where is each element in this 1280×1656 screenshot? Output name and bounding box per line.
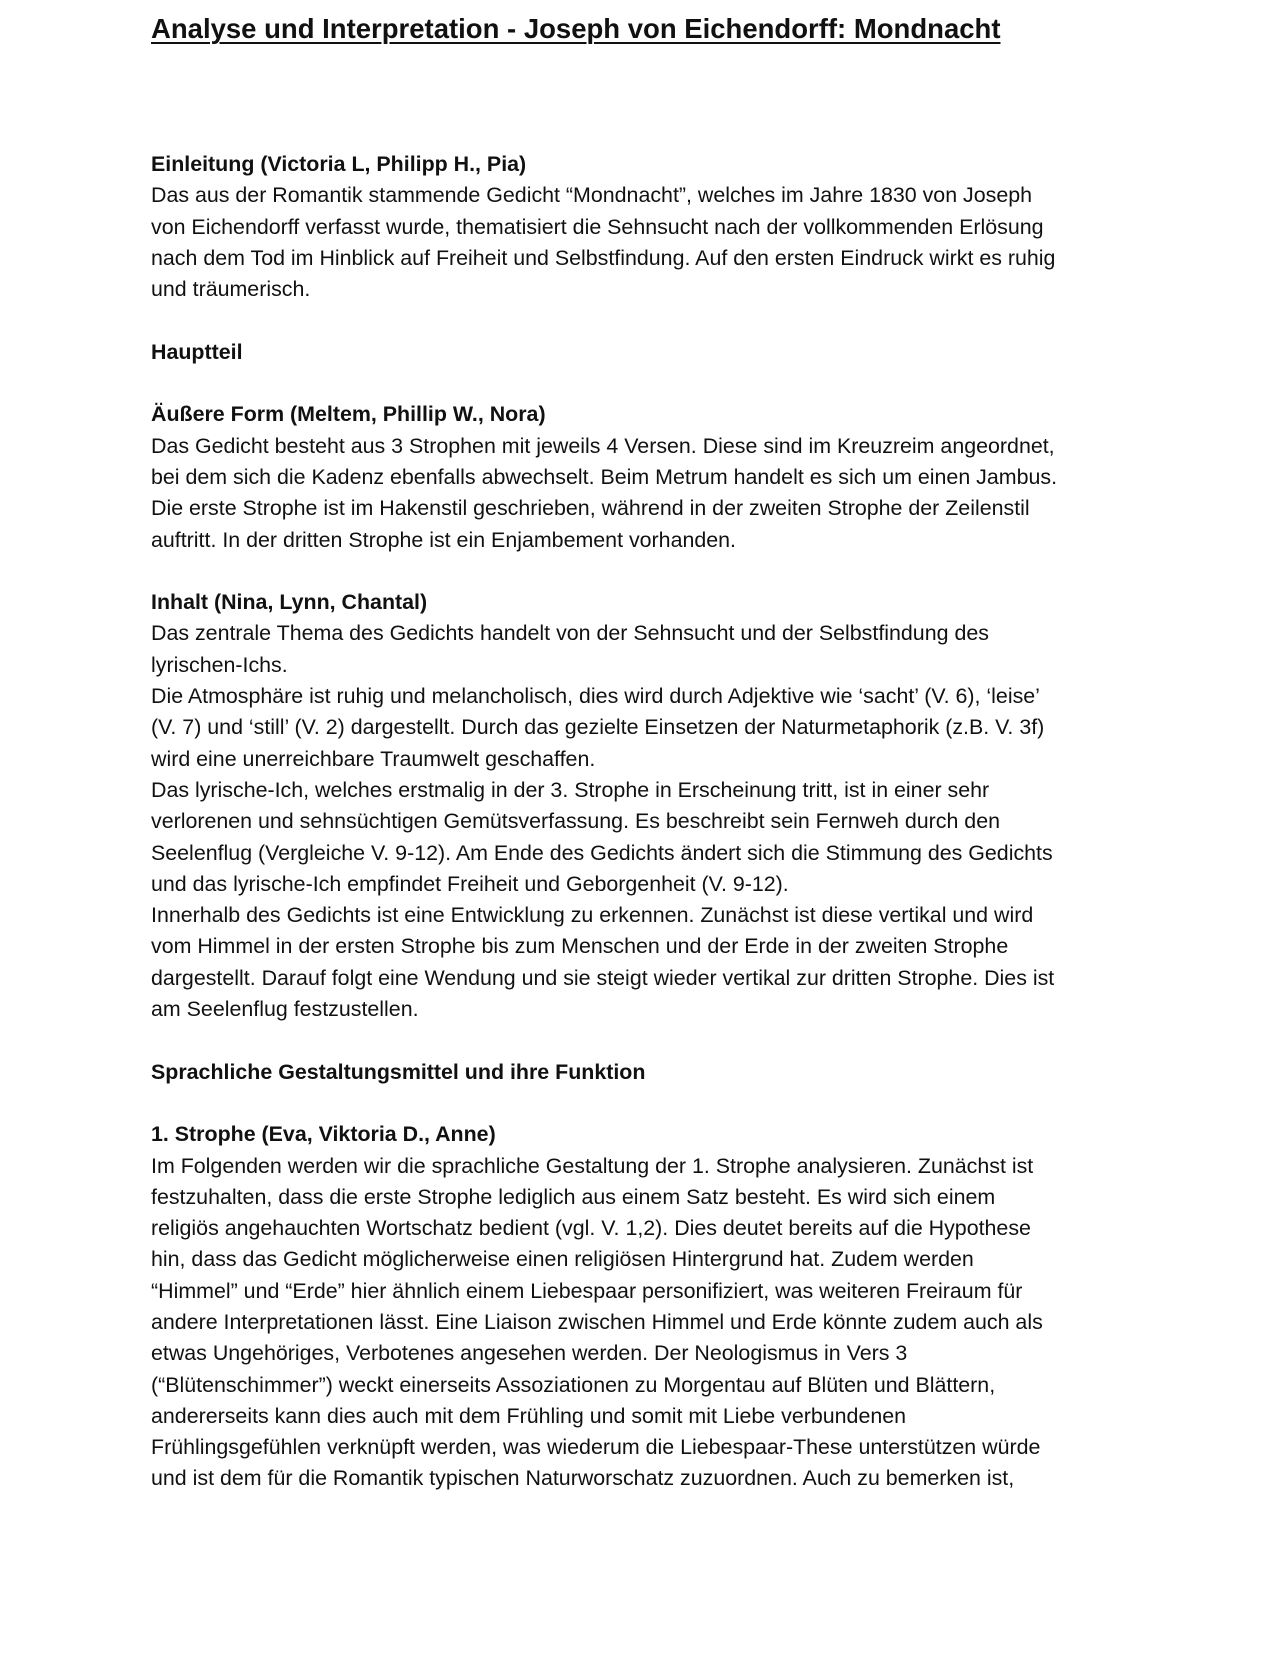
stanza1-line: etwas Ungehöriges, Verbotenes angesehen werden. Der Neologismus in Vers 3 [151, 1341, 908, 1366]
main-heading: Hauptteil [151, 339, 243, 364]
content-line: Die Atmosphäre ist ruhig und melancholisch, dies wird durch Adjektive wie ‘sacht’ (V. 6), ‘leise’ [151, 684, 1040, 709]
paragraph-gap [151, 1025, 1151, 1056]
stanza1-line: “Himmel” und “Erde” hier ähnlich einem Liebespaar personifiziert, was weiteren Freiraum für [151, 1278, 1023, 1303]
stanza1-line: und ist dem für die Romantik typischen Naturworschatz zuzuordnen. Auch zu bemerken ist, [151, 1466, 1015, 1491]
content-line: (V. 7) und ‘still’ (V. 2) dargestellt. Durch das gezielte Einsetzen der Naturmetaphorik (z.B. V. 3f) [151, 715, 1045, 740]
intro-section [151, 149, 1151, 305]
stanza1-line: andere Interpretationen lässt. Eine Liaison zwischen Himmel und Erde könnte zudem auch als [151, 1309, 1043, 1334]
content-line: Innerhalb des Gedichts ist eine Entwicklung zu erkennen. Zunächst ist diese vertikal und wird [151, 903, 1034, 928]
intro-line: von Eichendorff verfasst wurde, thematisiert die Sehnsucht nach der vollkommenden Erlösung [151, 214, 1044, 239]
form-heading: Äußere Form (Meltem, Phillip W., Nora) [151, 402, 546, 427]
paragraph-gap [151, 1088, 1151, 1119]
stanza1-line: Im Folgenden werden wir die sprachliche Gestaltung der 1. Strophe analysieren. Zunächst ist [151, 1153, 1034, 1178]
content-line: Das lyrische-Ich, welches erstmalig in der 3. Strophe in Erscheinung tritt, ist in einer sehr [151, 777, 990, 802]
document-title: Analyse und Interpretation - Joseph von Eichendorff: Mondnacht [151, 13, 1001, 44]
stanza1-line: andererseits kann dies auch mit dem Frühling und somit mit Liebe verbundenen [151, 1403, 907, 1428]
intro-line: nach dem Tod im Hinblick auf Freiheit und Selbstfindung. Auf den ersten Eindruck wirkt es ruhig [151, 245, 1056, 270]
content-line: und das lyrische-Ich empfindet Freiheit und Geborgenheit (V. 9-12). [151, 871, 789, 896]
content-line: Seelenflug (Vergleiche V. 9-12). Am Ende des Gedichts ändert sich die Stimmung des Gedichts [151, 840, 1053, 865]
paragraph-gap [151, 556, 1151, 587]
paragraph-gap [151, 368, 1151, 399]
stanza1-section [151, 1119, 1151, 1495]
intro-line: Das aus der Romantik stammende Gedicht “Mondnacht”, welches im Jahre 1830 von Joseph [151, 183, 1033, 208]
intro-line: und träumerisch. [151, 277, 311, 302]
content-line: wird eine unerreichbare Traumwelt geschaffen. [151, 746, 596, 771]
content-line: lyrischen-Ichs. [151, 652, 288, 677]
content-line: dargestellt. Darauf folgt eine Wendung und sie steigt wieder vertikal zur dritten Strophe. Dies ist [151, 965, 1055, 990]
stanza1-line: Frühlingsgefühlen verknüpft werden, was wiederum die Liebespaar-These unterstützen würde [151, 1435, 1041, 1460]
stanza1-line: festzuhalten, dass die erste Strophe lediglich aus einem Satz besteht. Es wird sich einem [151, 1184, 996, 1209]
form-line: auftritt. In der dritten Strophe ist ein Enjambement vorhanden. [151, 527, 737, 552]
content-section [151, 587, 1151, 1025]
form-line: bei dem sich die Kadenz ebenfalls abwechselt. Beim Metrum handelt es sich um einen Jambus. [151, 464, 1058, 489]
document-body [151, 149, 1151, 1495]
content-line: Das zentrale Thema des Gedichts handelt von der Sehnsucht und der Selbstfindung des [151, 621, 989, 646]
content-line: am Seelenflug festzustellen. [151, 997, 419, 1022]
content-line: verlorenen und sehnsüchtigen Gemütsverfassung. Es beschreibt sein Fernweh durch den [151, 809, 1000, 834]
content-line: vom Himmel in der ersten Strophe bis zum Menschen und der Erde in der zweiten Strophe [151, 934, 1009, 959]
intro-heading: Einleitung (Victoria L, Philipp H., Pia) [151, 152, 527, 176]
stylistic-heading: Sprachliche Gestaltungsmittel und ihre Funktion [151, 1059, 646, 1084]
form-section [151, 399, 1151, 555]
stanza1-heading: 1. Strophe (Eva, Viktoria D., Anne) [151, 1122, 496, 1147]
form-line: Das Gedicht besteht aus 3 Strophen mit jeweils 4 Versen. Diese sind im Kreuzreim angeordnet, [151, 433, 1055, 458]
form-line: Die erste Strophe ist im Hakenstil geschrieben, während in der zweiten Strophe der Zeilenstil [151, 496, 1030, 521]
content-heading: Inhalt (Nina, Lynn, Chantal) [151, 590, 428, 615]
paragraph-gap [151, 305, 1151, 336]
stanza1-line: (“Blütenschimmer”) weckt einerseits Assoziationen zu Morgentau auf Blüten und Blättern, [151, 1372, 996, 1397]
stanza1-line: hin, dass das Gedicht möglicherweise einen religiösen Hintergrund hat. Zudem werden [151, 1247, 974, 1272]
stanza1-line: religiös angehauchten Wortschatz bedient (vgl. V. 1,2). Dies deutet bereits auf die Hypothese [151, 1216, 1031, 1241]
